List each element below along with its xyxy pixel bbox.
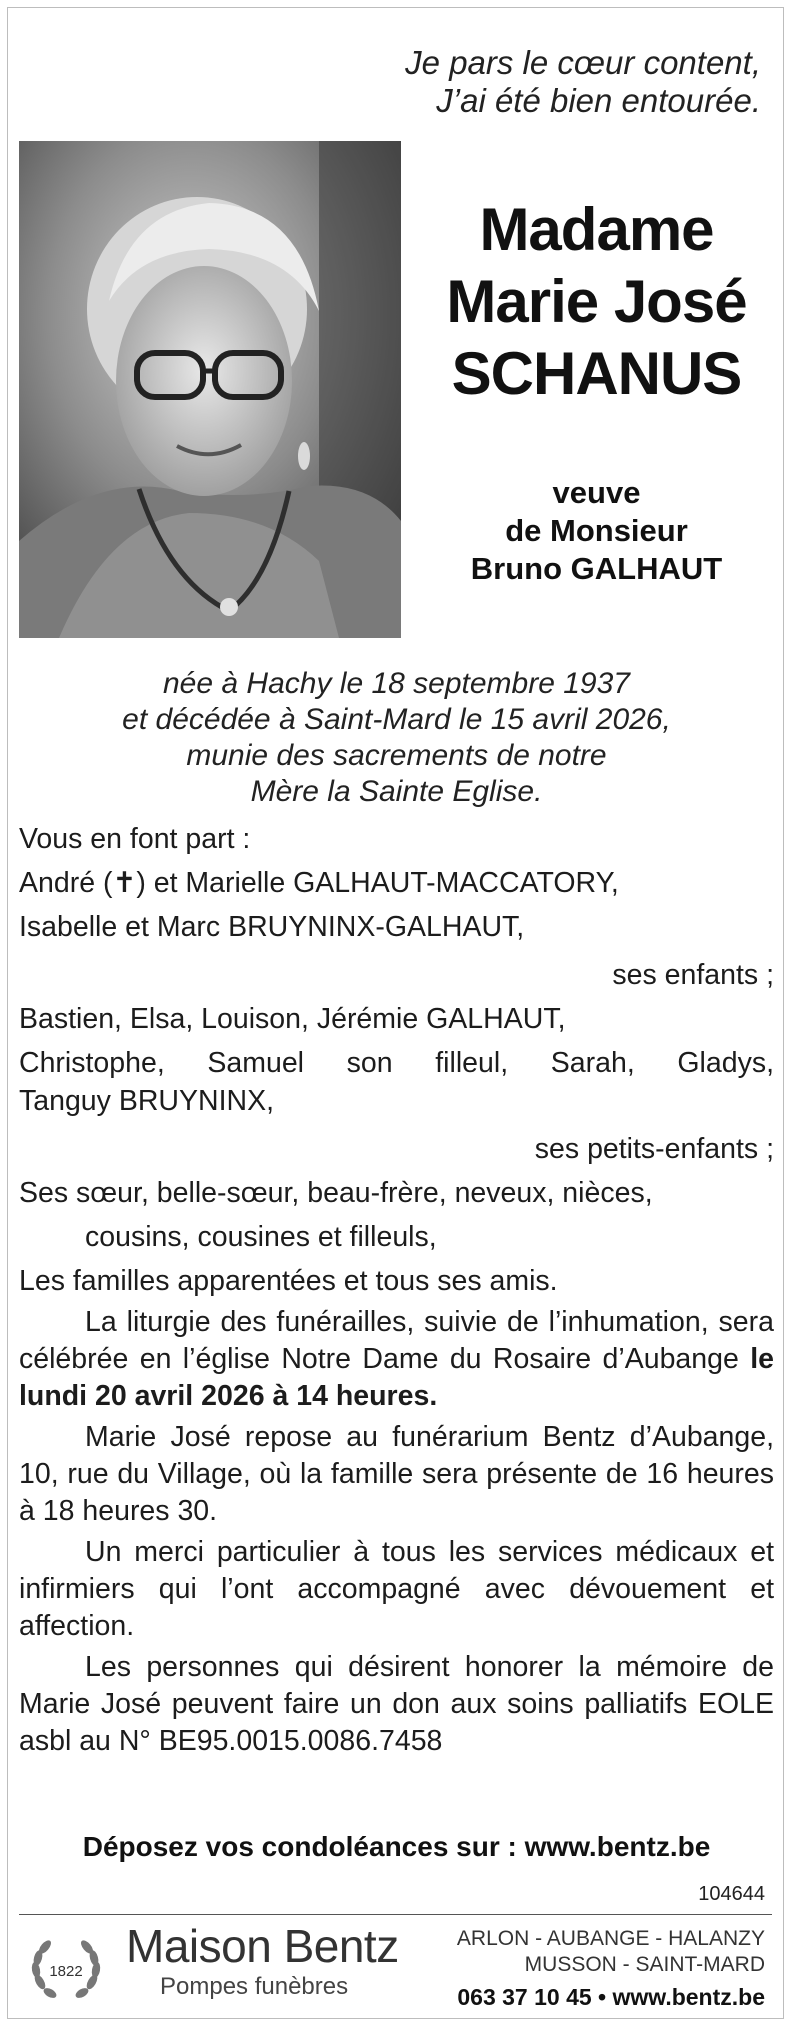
donation-paragraph: Les personnes qui désirent honorer la mémoire de Marie José peuvent faire un don aux soins palliatifs EOLE asbl au N° BE95.0015.0086.7458: [19, 1651, 774, 1757]
spouse-line: de Monsieur: [505, 513, 688, 548]
birth-line: née à Hachy le 18 septembre 1937: [163, 667, 630, 700]
logo-year: 1822: [49, 1963, 83, 1980]
grandchildren-line: Tanguy BRUYNINX,: [19, 1085, 275, 1117]
funeral-home-brand: [126, 1920, 399, 2002]
sacraments-line: Mère la Sainte Eglise.: [250, 775, 543, 808]
epitaph-line: J’ai été bien entourée.: [436, 82, 761, 119]
contact-line: 063 37 10 45 • www.bentz.be: [457, 1984, 765, 2010]
spouse-name: Bruno GALHAUT: [470, 551, 723, 586]
death-line: et décédée à Saint-Mard le 15 avril 2026,: [122, 703, 671, 736]
children-label: ses enfants ;: [612, 959, 774, 991]
obituary-page: [7, 7, 784, 2019]
deceased-title: Madame: [479, 196, 714, 263]
epitaph: [405, 44, 761, 120]
brand-name: Maison Bentz: [126, 1920, 399, 1972]
epitaph-line: Je pars le cœur content,: [405, 44, 761, 81]
spouse-line: veuve: [552, 475, 641, 510]
family-intro: Vous en font part :: [19, 823, 251, 855]
brand-subtitle: Pompes funèbres: [160, 1973, 349, 2000]
cities-line: ARLON - AUBANGE - HALANZY: [456, 1927, 765, 1950]
funeral-text: La liturgie des funérailles, suivie de l’inhumation, sera célébrée en l’église Notre Dame du Rosaire d’Aubange: [19, 1306, 774, 1375]
grandchildren-label: ses petits-enfants ;: [534, 1133, 774, 1165]
families-line: Les familles apparentées et tous ses amis.: [19, 1265, 558, 1297]
birth-death-info: [19, 666, 774, 810]
child-couple: Isabelle et Marc BRUYNINX-GALHAUT,: [19, 911, 525, 943]
child-couple: André (✝) et Marielle GALHAUT-MACCATORY,: [19, 867, 619, 899]
deceased-first-names: Marie José: [446, 268, 747, 335]
obituary-body: [19, 820, 774, 1760]
reference-number: 104644: [698, 1883, 765, 1905]
portrait-illustration: [19, 141, 401, 638]
deceased-name: [408, 194, 785, 410]
funeral-paragraph: [19, 1304, 774, 1415]
portrait-photo: [19, 141, 401, 638]
spouse-block: [408, 474, 785, 588]
cities-line: MUSSON - SAINT-MARD: [524, 1953, 765, 1976]
grandchildren-line: Bastien, Elsa, Louison, Jérémie GALHAUT,: [19, 1003, 566, 1035]
sacraments-line: munie des sacrements de notre: [186, 739, 607, 772]
grandchildren-line: Christophe, Samuel son filleul, Sarah, Gladys,: [19, 1047, 774, 1079]
funeral-date: le lundi 20 avril 2026 à 14 heures.: [19, 1343, 774, 1412]
branch-cities: [457, 1926, 765, 1978]
deceased-surname: SCHANUS: [451, 340, 742, 407]
relatives-line: Ses sœur, belle-sœur, beau-frère, neveux, nièces,: [19, 1177, 653, 1209]
relatives-line: cousins, cousines et filleuls,: [85, 1221, 437, 1253]
visitation-paragraph: Marie José repose au funérarium Bentz d’Aubange, 10, rue du Village, où la famille sera présente de 16 heures à 18 heures 30.: [19, 1421, 774, 1527]
laurel-logo: [26, 1930, 106, 2010]
footer-divider: [19, 1914, 772, 1915]
thanks-paragraph: Un merci particulier à tous les services médicaux et infirmiers qui l’ont accompagné avec dévouement et affection.: [19, 1536, 774, 1642]
laurel-wreath-icon: [26, 1930, 106, 2010]
condolences-line: Déposez vos condoléances sur : www.bentz.be: [82, 1831, 711, 1862]
